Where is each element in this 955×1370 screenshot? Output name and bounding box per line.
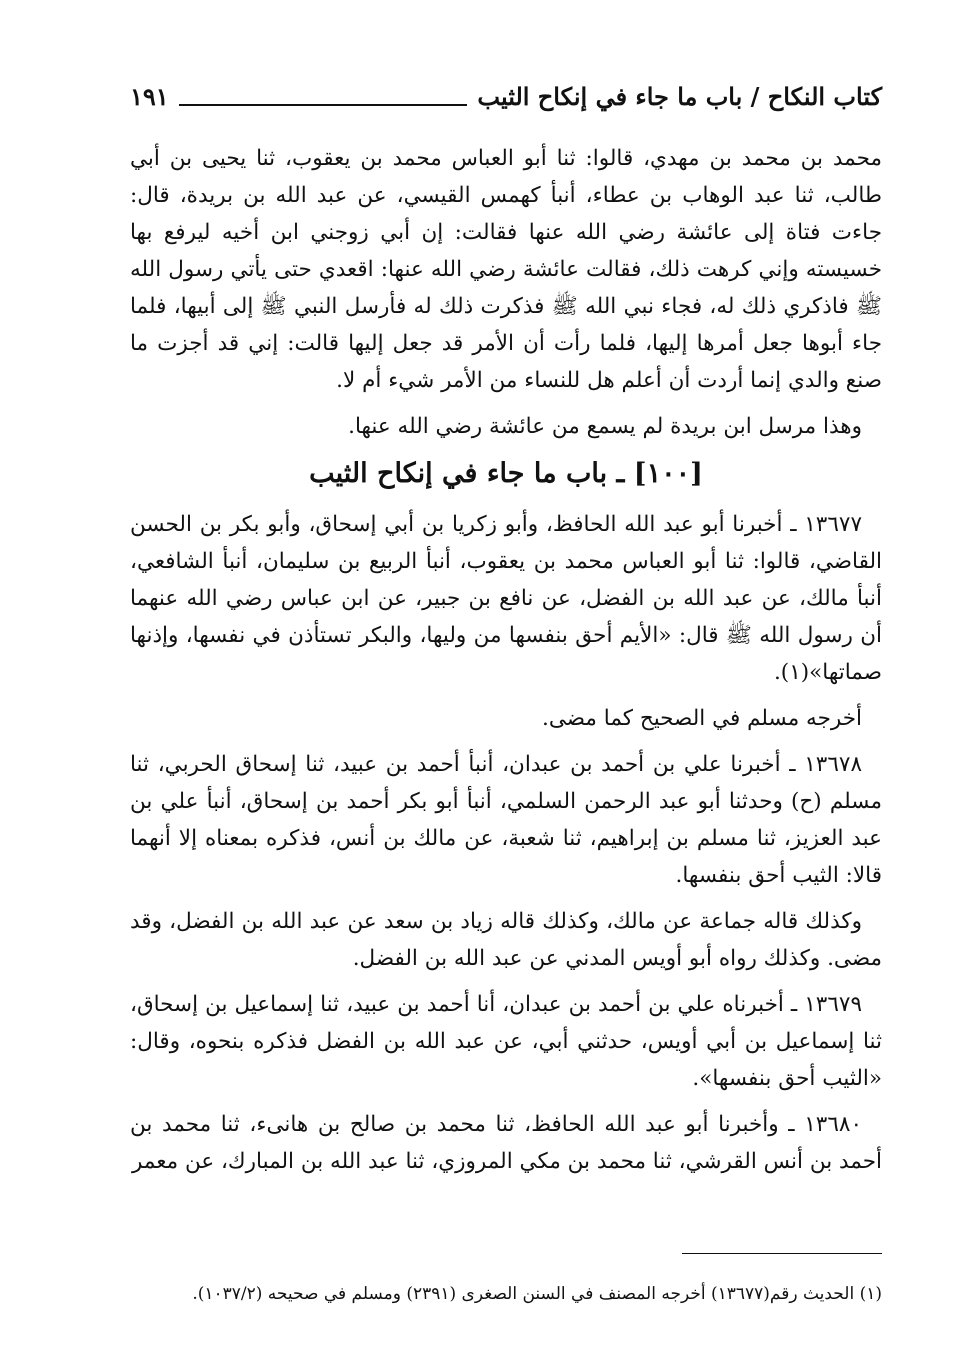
body-text [130, 140, 882, 1189]
footnote-rule [682, 1253, 882, 1254]
header-rule [179, 104, 468, 106]
paragraph-muslim-note: أخرجه مسلم في الصحيح كما مضى. [542, 706, 862, 731]
running-title: كتاب النكاح / باب ما جاء في إنكاح الثيب [477, 82, 882, 111]
hadith-13680: ١٣٦٨٠ ـ وأخبرنا أبو عبد الله الحافظ، ثنا محمد بن صالح بن هانىء، ثنا محمد بن أحمد بن أنس القرشي، ثنا محمد بن مكي المروزي، ثنا عبد الله بن المبارك، عن معمر [130, 1112, 882, 1174]
chapter-title: [١٠٠] ـ باب ما جاء في إنكاح الثيب [309, 458, 703, 489]
paragraph-continued: محمد بن محمد بن مهدي، قالوا: ثنا أبو العباس محمد بن يعقوب، ثنا يحيى بن أبي طالب، ثنا عبد الوهاب بن عطاء، أنبأ كهمس القيسي، عن عبد الله بن بريدة، قال: جاءت فتاة إلى عائشة رضي الله عنها فقالت: إن أبي زوجني ابن أخيه ليرفع بها خسيسته وإني كرهت ذلك، فقالت عائشة رضي الله عنها: اقعدي حتى يأتي رسول الله ﷺ فاذكري ذلك له، فجاء نبي الله ﷺ فذكرت ذلك له فأرسل النبي ﷺ إلى أبيها، فلما جاء أبوها جعل أمرها إليها، فلما رأت أن الأمر قد جعل إليها قالت: إني قد أجزت ما صنع والدي إنما أردت أن أعلم هل للنساء من الأمر شيء أم لا. [130, 146, 882, 393]
hadith-13679: ١٣٦٧٩ ـ أخبرناه علي بن أحمد بن عبدان، أنا أحمد بن عبيد، ثنا إسماعيل بن إسحاق، ثنا إسماعيل بن أبي أويس، حدثني أبي، عن عبد الله بن الفضل فذكره بنحوه، وقال: «الثيب أحق بنفسها». [130, 992, 882, 1091]
paragraph-mursal-note: وهذا مرسل ابن بريدة لم يسمع من عائشة رضي الله عنها. [348, 414, 862, 439]
hadith-13678: ١٣٦٧٨ ـ أخبرنا علي بن أحمد بن عبدان، أنبأ أحمد بن عبيد، ثنا إسحاق الحربي، ثنا مسلم (ح) وحدثنا أبو عبد الرحمن السلمي، أنبأ أبو بكر أحمد بن إسحاق، أنبأ علي بن عبد العزيز، ثنا مسلم بن إبراهيم، ثنا شعبة، عن مالك بن أنس، فذكره بمعناه إلا أنهما قالا: الثيب أحق بنفسها. [130, 752, 882, 888]
page-number: ١٩١ [130, 82, 169, 111]
page-header [130, 76, 882, 112]
hadith-13677: ١٣٦٧٧ ـ أخبرنا أبو عبد الله الحافظ، وأبو زكريا بن أبي إسحاق، وأبو بكر بن الحسن القاضي، قالوا: ثنا أبو العباس محمد بن يعقوب، أنبأ الربيع بن سليمان، أنبأ الشافعي، أنبأ مالك، عن عبد الله بن الفضل، عن نافع بن جبير، عن ابن عباس رضي الله عنهما أن رسول الله ﷺ قال: «الأيم أحق بنفسها من وليها، والبكر تستأذن في نفسها، وإذنها صماتها»(١). [130, 512, 882, 685]
footnote: (١) الحديث رقم(١٣٦٧٧) أخرجه المصنف في السنن الصغرى (٢٣٩١) ومسلم في صحيحه (١٠٣٧/٢). [192, 1284, 882, 1304]
paragraph-malik-note: وكذلك قاله جماعة عن مالك، وكذلك قاله زياد بن سعد عن عبد الله بن الفضل، وقد مضى. وكذلك رواه أبو أويس المدني عن عبد الله بن الفضل. [130, 909, 882, 971]
